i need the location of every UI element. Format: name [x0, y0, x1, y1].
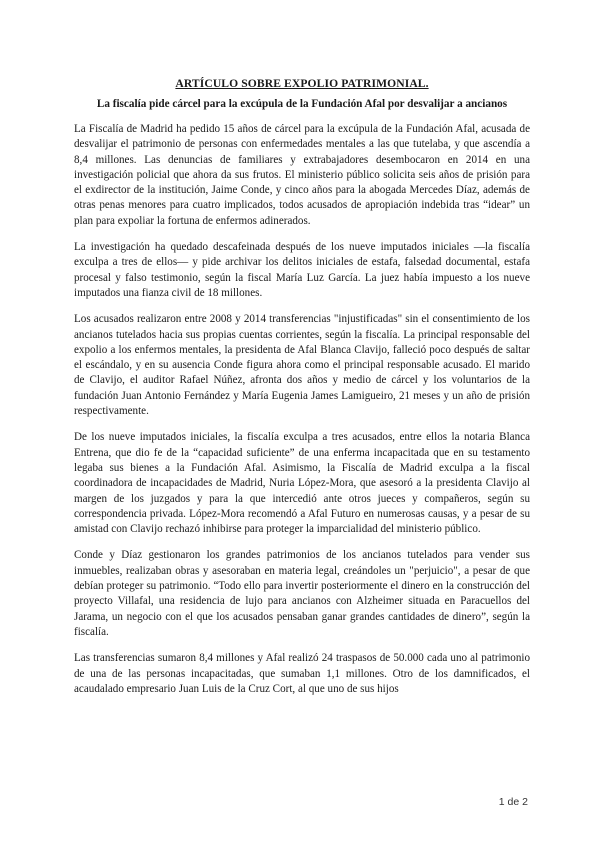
paragraph-5: Conde y Díaz gestionaron los grandes patrimonios de los ancianos tutelados para vender sus inmuebles, realizaban obras y asesoraban en materia legal, creándoles un "perjuicio", a pesar de que debían proteger su patrimonio. “Todo ello para invertir posteriormente el dinero en la construcción del proyecto Villafal, una residencia de lujo para ancianos con Alzheimer situada en Paracuellos del Jarama, un negocio con el que los acusados pensaban ganar grandes cantidades de dinero”, según la fiscalía.: [74, 549, 530, 638]
paragraph-3: Los acusados realizaron entre 2008 y 2014 transferencias "injustificadas" sin el consentimiento de los ancianos tutelados hacia sus propias cuentas corrientes, según la fiscalía. La principal responsable del expolio a los enfermos mentales, la presidenta de Afal Blanca Clavijo, falleció poco después de saltar el escándalo, y en su ausencia Conde figura ahora como el principal responsable acusado. El marido de Clavijo, el auditor Rafael Núñez, afronta dos años y medio de cárcel y los voluntarios de la fundación Juan Antonio Fernández y María Eugenia James Lamigueiro, 21 meses y un año de prisión respectivamente.: [74, 313, 530, 418]
document-body: [74, 77, 530, 708]
paragraph-1: La Fiscalía de Madrid ha pedido 15 años de cárcel para la excúpula de la Fundación Afal, acusada de desvalijar el patrimonio de personas con enfermedades mentales a las que tutelaba, y que ascendía a 8,4 millones. Las denuncias de familiares y extrabajadores desembocaron en 2014 en una investigación policial que ahora da sus frutos. El ministerio público solicita seis años de prisión para el exdirector de la institución, Jaime Conde, y cinco años para la abogada Mercedes Díaz, además de otras penas menores para cuatro implicados, todos acusados de apropiación indebida tras “idear” un plan para expoliar la fortuna de enfermos adinerados.: [74, 123, 530, 227]
page-number: 1 de 2: [498, 796, 528, 808]
document-heading: ARTÍCULO SOBRE EXPOLIO PATRIMONIAL.: [175, 77, 429, 90]
paragraph-6: Las transferencias sumaron 8,4 millones y Afal realizó 24 traspasos de 50.000 cada uno al patrimonio de una de las personas incapacitadas, que sumaban 1,1 millones. Otro de los damnificados, el acaudalado empresario Juan Luis de la Cruz Cort, al que uno de sus hijos: [74, 652, 530, 695]
paragraph-2: La investigación ha quedado descafeinada después de los nueve imputados iniciales —la fiscalía exculpa a tres de ellos— y pide archivar los delitos iniciales de estafa, falsedad documental, estafa procesal y falso testimonio, según la fiscal María Luz García. La juez había impuesto a los nueve imputados una fianza civil de 18 millones.: [74, 241, 530, 299]
article-headline: La fiscalía pide cárcel para la excúpula de la Fundación Afal por desvalijar a ancianos: [96, 98, 508, 110]
paragraph-4: De los nueve imputados iniciales, la fiscalía exculpa a tres acusados, entre ellos la notaria Blanca Entrena, que dio fe de la “capacidad suficiente” de una enferma incapacitada que en su testamento legaba sus bienes a la Fundación Afal. Asimismo, la Fiscalía de Madrid exculpa a la fiscal coordinadora de incapacidades de Madrid, Nuria López-Mora, que asesoró a la presidenta Clavijo al margen de los juzgados y para la que intercedió ante otros jueces y compañeros, según su correspondencia privada. López-Mora recomendó a Afal Futuro en numerosas causas, y a pesar de su amistad con Clavijo rechazó inhibirse para proteger la imparcialidad del ministerio público.: [74, 431, 530, 536]
